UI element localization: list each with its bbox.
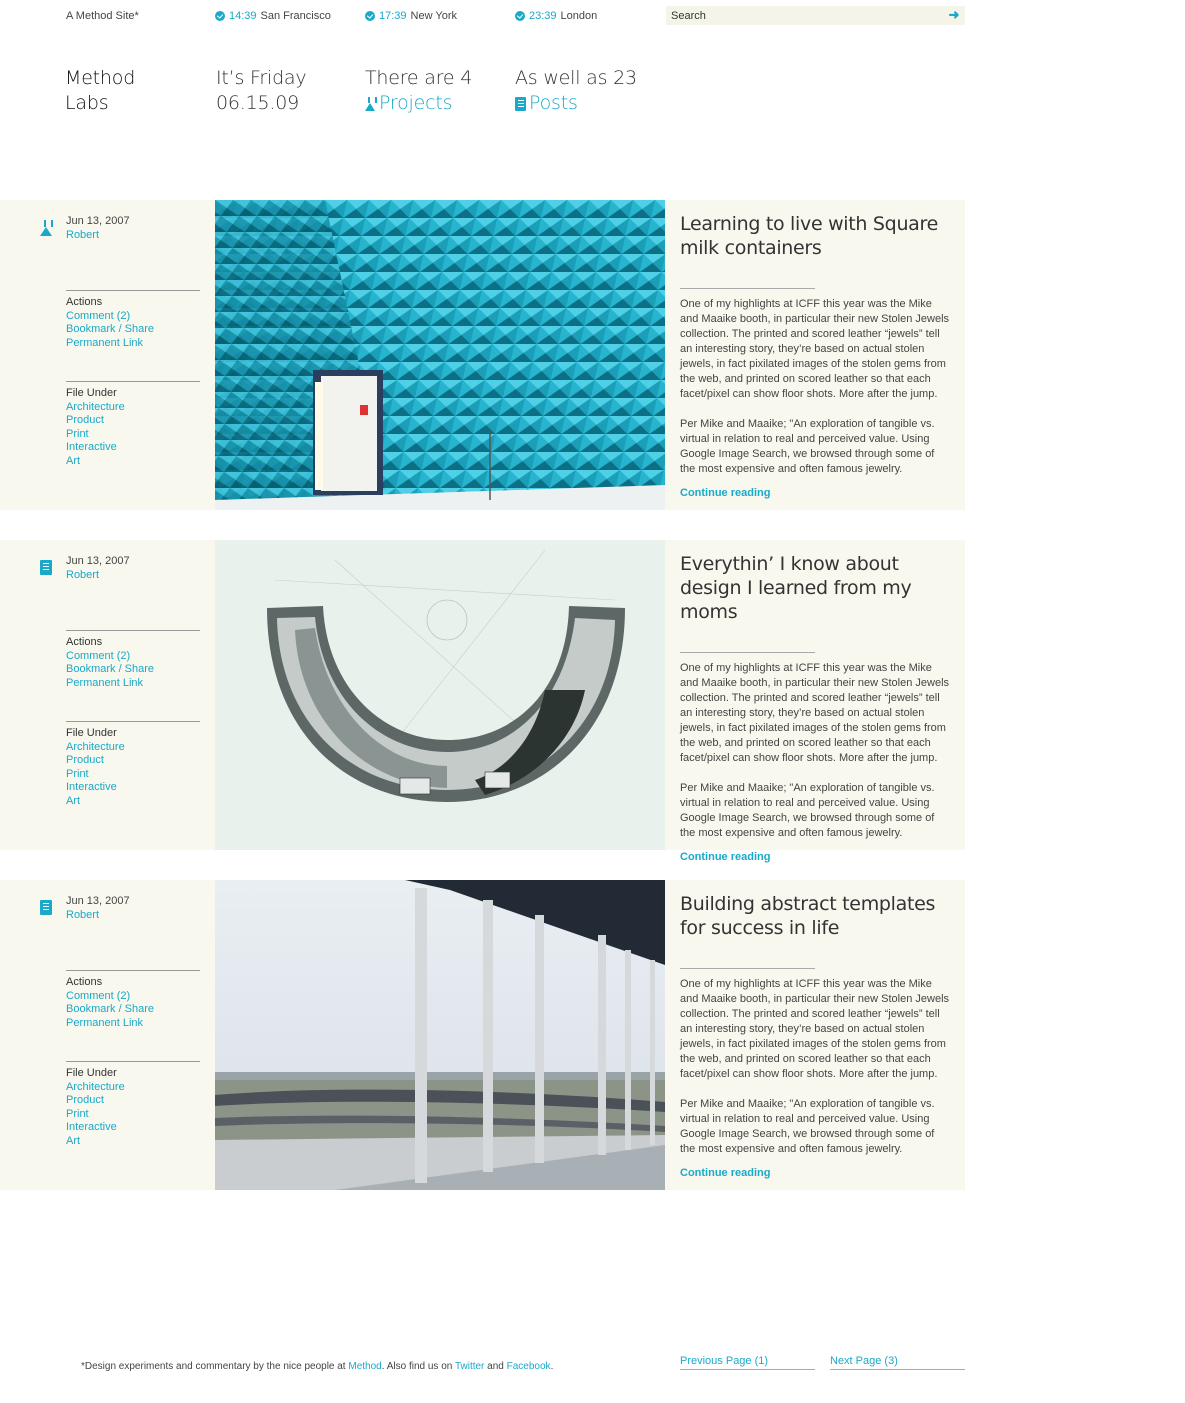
twitter-link[interactable]: Twitter — [454, 1361, 485, 1372]
category-link-product[interactable]: Product — [66, 1094, 104, 1106]
post-image[interactable] — [215, 540, 665, 850]
projects-link-label: Projects — [379, 92, 453, 114]
brand-block — [65, 66, 135, 116]
category-link-interactive[interactable]: Interactive — [66, 781, 117, 793]
post-card — [0, 880, 965, 1190]
projects-block — [365, 66, 472, 116]
permanent-link[interactable]: Permanent Link — [66, 1016, 144, 1029]
bookmark-share-link[interactable]: Bookmark / Share — [66, 323, 155, 335]
post-article — [680, 892, 952, 1179]
post-paragraph: Per Mike and Maaike; "An exploration of tangible vs. virtual in relation to real and perceived value. Using Google Image Search, we browsed through some of the most expensive and often famous jewelry. — [680, 418, 935, 475]
post-card — [0, 540, 965, 863]
posts-link[interactable] — [515, 91, 637, 116]
post-author-link[interactable]: Robert — [66, 908, 100, 921]
top-bar — [0, 0, 1185, 30]
book-icon — [515, 97, 526, 111]
continue-reading-link[interactable]: Continue reading — [680, 851, 771, 863]
comment-link[interactable]: Comment (2) — [66, 989, 131, 1002]
permanent-link[interactable]: Permanent Link — [66, 676, 144, 689]
actions-section — [66, 970, 200, 1030]
post-paragraph: One of my highlights at ICFF this year was the Mike and Maaike booth, in particular their new Stolen Jewels collection. The printed and scored leather “jewels” tell an interesting story, they’re based on actual stolen jewels, in fact pixilated images of the stolen gems from the web, and printed on scored leather so that each facet/pixel can show floor shots. More after the jump. — [680, 662, 950, 764]
brand-line-2: Labs — [65, 92, 109, 114]
category-link-print[interactable]: Print — [66, 1107, 89, 1120]
actions-label: Actions — [66, 976, 103, 988]
date-text: 06.15.09 — [216, 92, 300, 114]
category-link-product[interactable]: Product — [66, 414, 104, 426]
category-link-architecture[interactable]: Architecture — [66, 400, 125, 413]
category-link-architecture[interactable]: Architecture — [66, 740, 125, 753]
arrow-right-icon[interactable]: ➜ — [948, 7, 960, 22]
category-link-print[interactable]: Print — [66, 427, 89, 440]
clock-icon — [365, 11, 375, 21]
comment-link[interactable]: Comment (2) — [66, 309, 131, 322]
actions-section — [66, 290, 200, 350]
title-divider — [680, 968, 815, 969]
post-paragraph: One of my highlights at ICFF this year was the Mike and Maaike booth, in particular their new Stolen Jewels collection. The printed and scored leather “jewels” tell an interesting story, they’re based on actual stolen jewels, in fact pixilated images of the stolen gems from the web, and printed on scored leather so that each facet/pixel can show floor shots. More after the jump. — [680, 978, 950, 1080]
actions-label: Actions — [66, 636, 103, 648]
clock-time: 23:39 — [529, 10, 557, 22]
method-link[interactable]: Method — [348, 1361, 382, 1372]
post-author-link[interactable]: Robert — [66, 228, 100, 241]
posts-block — [515, 66, 637, 116]
search-box — [666, 6, 965, 25]
category-link-architecture[interactable]: Architecture — [66, 1080, 125, 1093]
post-card — [0, 200, 965, 510]
posts-link-label: Posts — [529, 92, 578, 114]
continue-reading-link[interactable]: Continue reading — [680, 1167, 771, 1179]
post-paragraph: Per Mike and Maaike; "An exploration of tangible vs. virtual in relation to real and perceived value. Using Google Image Search, we browsed through some of the most expensive and often famous jewelry. — [680, 1098, 935, 1155]
comment-link[interactable]: Comment (2) — [66, 649, 131, 662]
category-link-art[interactable]: Art — [66, 1134, 81, 1147]
post-title[interactable]: Learning to live with Square milk containers — [680, 213, 939, 259]
clock-city: New York — [410, 10, 458, 22]
post-meta — [66, 895, 200, 1148]
continue-reading-link[interactable]: Continue reading — [680, 487, 771, 499]
file-under-label: File Under — [66, 727, 117, 739]
day-text: It’s Friday — [216, 67, 307, 89]
clock-icon — [215, 11, 225, 21]
clock-city: London — [560, 10, 598, 22]
title-divider — [680, 288, 815, 289]
category-link-interactive[interactable]: Interactive — [66, 441, 117, 453]
brand-line-1: Method — [65, 67, 136, 89]
book-icon — [40, 900, 52, 915]
clock-city: San Francisco — [260, 10, 331, 22]
category-link-art[interactable]: Art — [66, 794, 81, 807]
footer-note-text: and — [484, 1361, 507, 1372]
footer-note-text: . — [550, 1361, 554, 1372]
post-title[interactable]: Everythin’ I know about design I learned from my moms — [680, 553, 912, 623]
bookmark-share-link[interactable]: Bookmark / Share — [66, 663, 155, 675]
footer-note-text: *Design experiments and commentary by the nice people at — [81, 1361, 349, 1372]
file-under-label: File Under — [66, 387, 117, 399]
actions-section — [66, 630, 200, 690]
footer-note — [81, 1361, 553, 1372]
post-title[interactable]: Building abstract templates for success in life — [680, 893, 936, 939]
permanent-link[interactable]: Permanent Link — [66, 336, 144, 349]
post-image[interactable] — [215, 200, 665, 510]
clock-new-york — [365, 10, 457, 22]
clock-london — [515, 10, 597, 22]
flask-icon — [365, 97, 376, 111]
clock-time: 14:39 — [229, 10, 257, 22]
post-date: Jun 13, 2007 — [66, 555, 130, 567]
file-under-section — [66, 1061, 200, 1148]
search-input[interactable] — [666, 6, 936, 25]
post-author-link[interactable]: Robert — [66, 568, 100, 581]
posts-count-text: As well as 23 — [515, 67, 637, 89]
post-image[interactable] — [215, 880, 665, 1190]
projects-count-text: There are 4 — [365, 67, 473, 89]
post-paragraph: Per Mike and Maaike; "An exploration of tangible vs. virtual in relation to real and perceived value. Using Google Image Search, we browsed through some of the most expensive and often famous jewelry. — [680, 782, 935, 839]
category-link-art[interactable]: Art — [66, 454, 81, 467]
post-article — [680, 552, 952, 863]
clock-time: 17:39 — [379, 10, 407, 22]
file-under-section — [66, 381, 200, 468]
projects-link[interactable] — [365, 91, 472, 116]
post-date: Jun 13, 2007 — [66, 895, 130, 907]
bookmark-share-link[interactable]: Bookmark / Share — [66, 1003, 155, 1015]
footer-note-text: . Also find us on — [381, 1361, 455, 1372]
category-link-product[interactable]: Product — [66, 754, 104, 766]
book-icon — [40, 560, 52, 575]
post-date: Jun 13, 2007 — [66, 215, 130, 227]
post-meta — [66, 555, 200, 808]
post-meta — [66, 215, 200, 468]
title-divider — [680, 652, 815, 653]
category-link-print[interactable]: Print — [66, 767, 89, 780]
site-label: A Method Site* — [66, 10, 139, 22]
flask-icon — [40, 220, 53, 236]
category-link-interactive[interactable]: Interactive — [66, 1121, 117, 1133]
post-paragraph: One of my highlights at ICFF this year was the Mike and Maaike booth, in particular their new Stolen Jewels collection. The printed and scored leather “jewels” tell an interesting story, they’re based on actual stolen jewels, in fact pixilated images of the stolen gems from the web, and printed on scored leather so that each facet/pixel can show floor shots. More after the jump. — [680, 298, 950, 400]
file-under-label: File Under — [66, 1067, 117, 1079]
file-under-section — [66, 721, 200, 808]
next-page-link[interactable]: Next Page (3) — [830, 1355, 965, 1370]
facebook-link[interactable]: Facebook — [506, 1361, 551, 1372]
clock-san-francisco — [215, 10, 331, 22]
date-block — [216, 66, 306, 116]
clock-icon — [515, 11, 525, 21]
previous-page-link[interactable]: Previous Page (1) — [680, 1355, 815, 1370]
actions-label: Actions — [66, 296, 103, 308]
post-article — [680, 212, 952, 499]
